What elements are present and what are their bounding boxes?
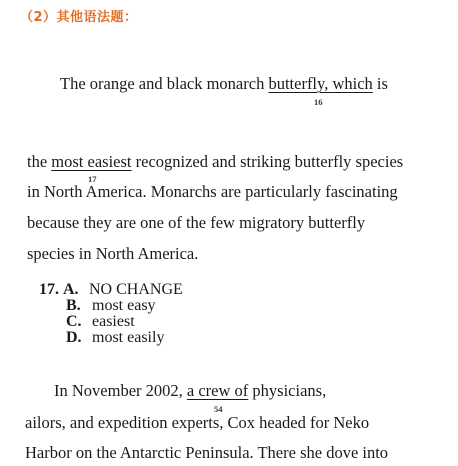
question-number: 17. <box>39 281 59 298</box>
option-text: easiest <box>92 313 135 330</box>
option-text: most easily <box>92 329 165 346</box>
passage1-line2 <box>27 152 403 172</box>
option-text: NO CHANGE <box>89 281 183 298</box>
passage1-line2-post: recognized and striking butterfly species <box>131 152 404 171</box>
passage1-line1-pre: The orange and black monarch <box>60 74 269 93</box>
option-text: most easy <box>92 297 156 314</box>
passage2-line2: ailors, and expedition experts, Cox headed for Neko <box>25 413 370 432</box>
underlined-phrase-17: most easiest <box>51 152 132 171</box>
section-heading: （2）其他语法题： <box>20 10 138 25</box>
passage2-line3: Harbor on the Antarctic Peninsula. There she dove into <box>25 443 389 462</box>
question-marker-17: 17 <box>88 174 97 184</box>
question-17-option-d <box>66 329 164 347</box>
passage2-line1 <box>54 381 326 401</box>
option-letter: A. <box>63 281 79 298</box>
passage1-line1 <box>60 74 388 94</box>
passage1-line3: in North America. Monarchs are particularly fascinating <box>27 182 398 201</box>
question-marker-16: 16 <box>314 97 323 107</box>
passage1-line4: because they are one of the few migratory butterfly <box>27 213 366 232</box>
passage2-line1-pre: In November 2002, <box>54 381 187 400</box>
question-marker-54: 54 <box>214 404 223 414</box>
underlined-phrase-54: a crew of <box>186 381 249 400</box>
option-letter: B. <box>66 297 81 314</box>
underlined-phrase-16: butterfly, which <box>268 74 373 93</box>
passage2-line1-post: physicians, <box>248 381 327 400</box>
passage1-line1-post: is <box>372 74 388 93</box>
option-letter: D. <box>66 329 82 346</box>
option-letter: C. <box>66 313 82 330</box>
passage1-line5: species in North America. <box>27 244 199 263</box>
passage1-line2-pre: the <box>27 152 52 171</box>
